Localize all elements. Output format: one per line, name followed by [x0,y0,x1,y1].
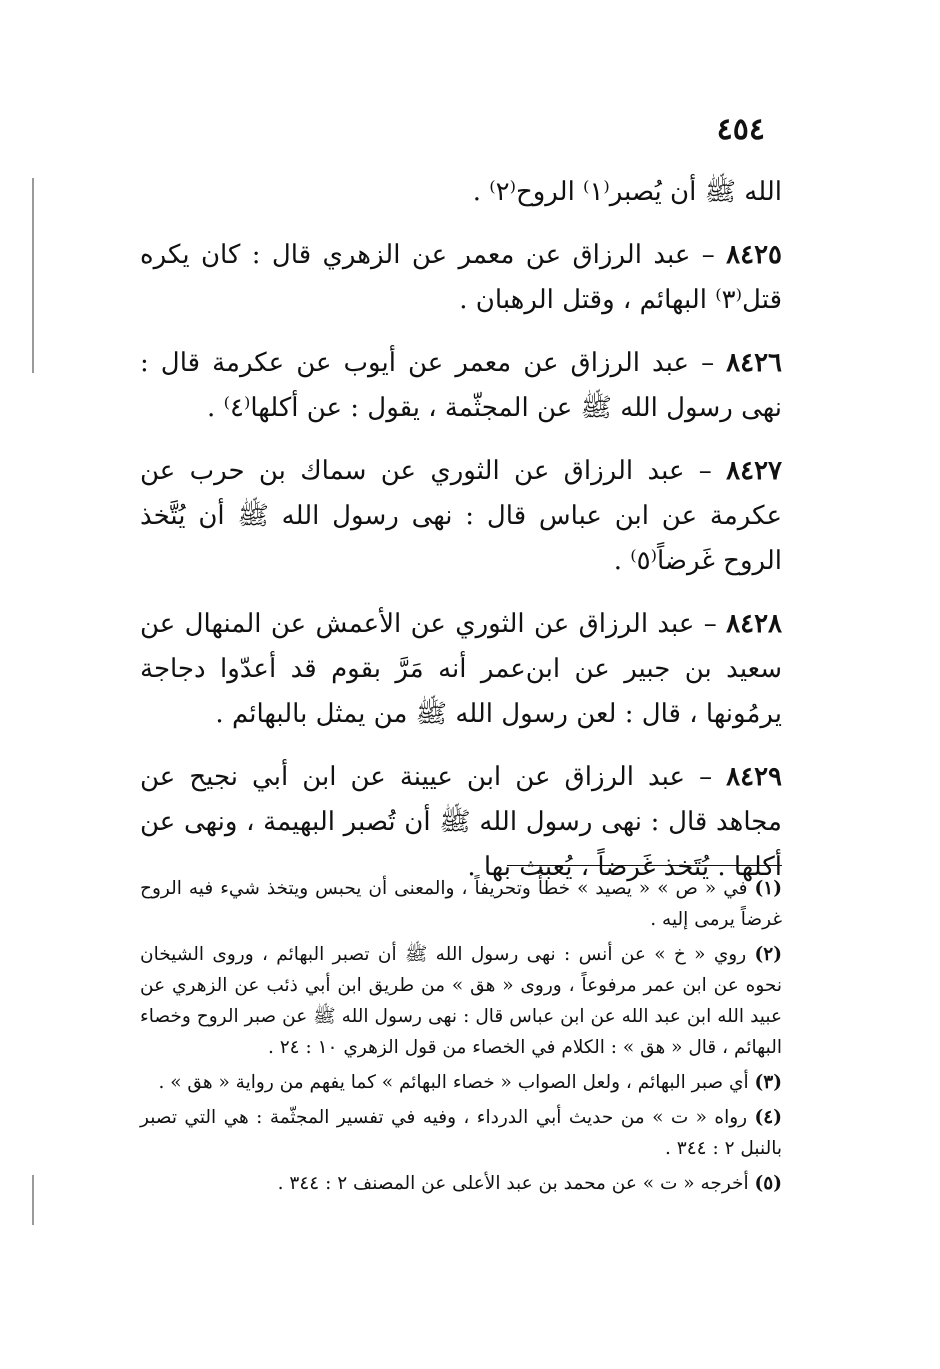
footnote-1 [140,873,782,935]
hadith-text: – عبد الرزاق عن الثوري عن سماك بن حرب عن عكرمة عن ابن عباس قال : نهى رسول الله ﷺ أن يُتَّخذ الروح غَرضاً⁽٥⁾ . [140,456,782,576]
main-text [140,170,782,908]
footnote-text: روي « خ » عن أنس : نهى رسول الله ﷺ أن تصبر البهائم ، وروى الشيخان نحوه عن ابن عمر مرفوعاً ، وروى « هق » من طريق ابن أبي ذئب عن الزهري عن عبيد الله ابن عبد الله عن ابن عباس قال : نهى رسول الله ﷺ عن صبر الروح وخصاء البهائم ، قال « هق » : الكلام في الخصاء من قول الزهري ١٠ : ٢٤ . [140,944,782,1058]
footnotes [140,873,782,1203]
hadith-8426 [140,341,782,431]
footnote-4 [140,1102,782,1164]
hadith-number: ٨٤٢٥ [726,240,782,270]
hadith-text: – عبد الرزاق عن الثوري عن الأعمش عن المنهال عن سعيد بن جبير عن ابن‌عمر أنه مَرَّ بقوم قد أعدّوا دجاجة يرمُونها ، قال : لعن رسول الله ﷺ من يمثل بالبهائم . [140,609,782,729]
footnote-number: (٢) [754,944,782,965]
footnote-number: (٤) [754,1107,782,1128]
hadith-number: ٨٤٢٦ [726,348,782,378]
hadith-text: – عبد الرزاق عن معمر عن الزهري قال : كان يكره قتل⁽٣⁾ البهائم ، وقتل الرهبان . [140,240,782,315]
hadith-text: – عبد الرزاق عن معمر عن أيوب عن عكرمة قال : نهى رسول الله ﷺ عن المجثّمة ، يقول : عن أكلها⁽٤⁾ . [140,348,782,423]
hadith-text: – عبد الرزاق عن ابن عيينة عن ابن أبي نجيح عن مجاهد قال : نهى رسول الله ﷺ أن تُصبر البهيمة ، ونهى عن أكلها . يُتَخذ غَرضاً ، يُعبث بها . [140,762,782,882]
footnote-divider [507,865,782,866]
hadith-number: ٨٤٢٩ [726,762,782,792]
hadith-8425 [140,233,782,323]
hadith-number: ٨٤٢٧ [726,456,783,486]
footnote-number: (١) [754,878,782,899]
footnote-2 [140,939,782,1063]
page-number: ٤٥٤ [716,112,765,147]
scan-margin-line-top [32,178,34,373]
opening-line: الله ﷺ أن يُصبر⁽١⁾ الروح⁽٢⁾ . [472,177,782,207]
footnote-text: في « ص » « يصيد » خطأً وتحريفاً ، والمعنى أن يحبس ويتخذ شيء فيه الروح غرضاً يرمى إليه . [140,878,782,930]
footnote-text: رواه « ت » من حديث أبي الدرداء ، وفيه في تفسير المجثّمة : هي التي تصبر بالنبل ٢ : ٣٤٤ . [140,1107,782,1159]
footnote-text: أي صبر البهائم ، ولعل الصواب « خصاء البهائم » كما يفهم من رواية « هق » . [158,1072,749,1093]
footnote-5 [140,1168,782,1199]
footnote-3 [140,1067,782,1098]
scan-margin-line-bottom [32,1175,34,1225]
hadith-8427 [140,449,782,584]
footnote-number: (٥) [754,1173,782,1194]
hadith-8429 [140,755,782,890]
hadith-8428 [140,602,782,737]
footnote-number: (٣) [754,1072,782,1093]
footnote-text: أخرجه « ت » عن محمد بن عبد الأعلى عن المصنف ٢ : ٣٤٤ . [277,1173,749,1194]
hadith-number: ٨٤٢٨ [726,609,782,639]
